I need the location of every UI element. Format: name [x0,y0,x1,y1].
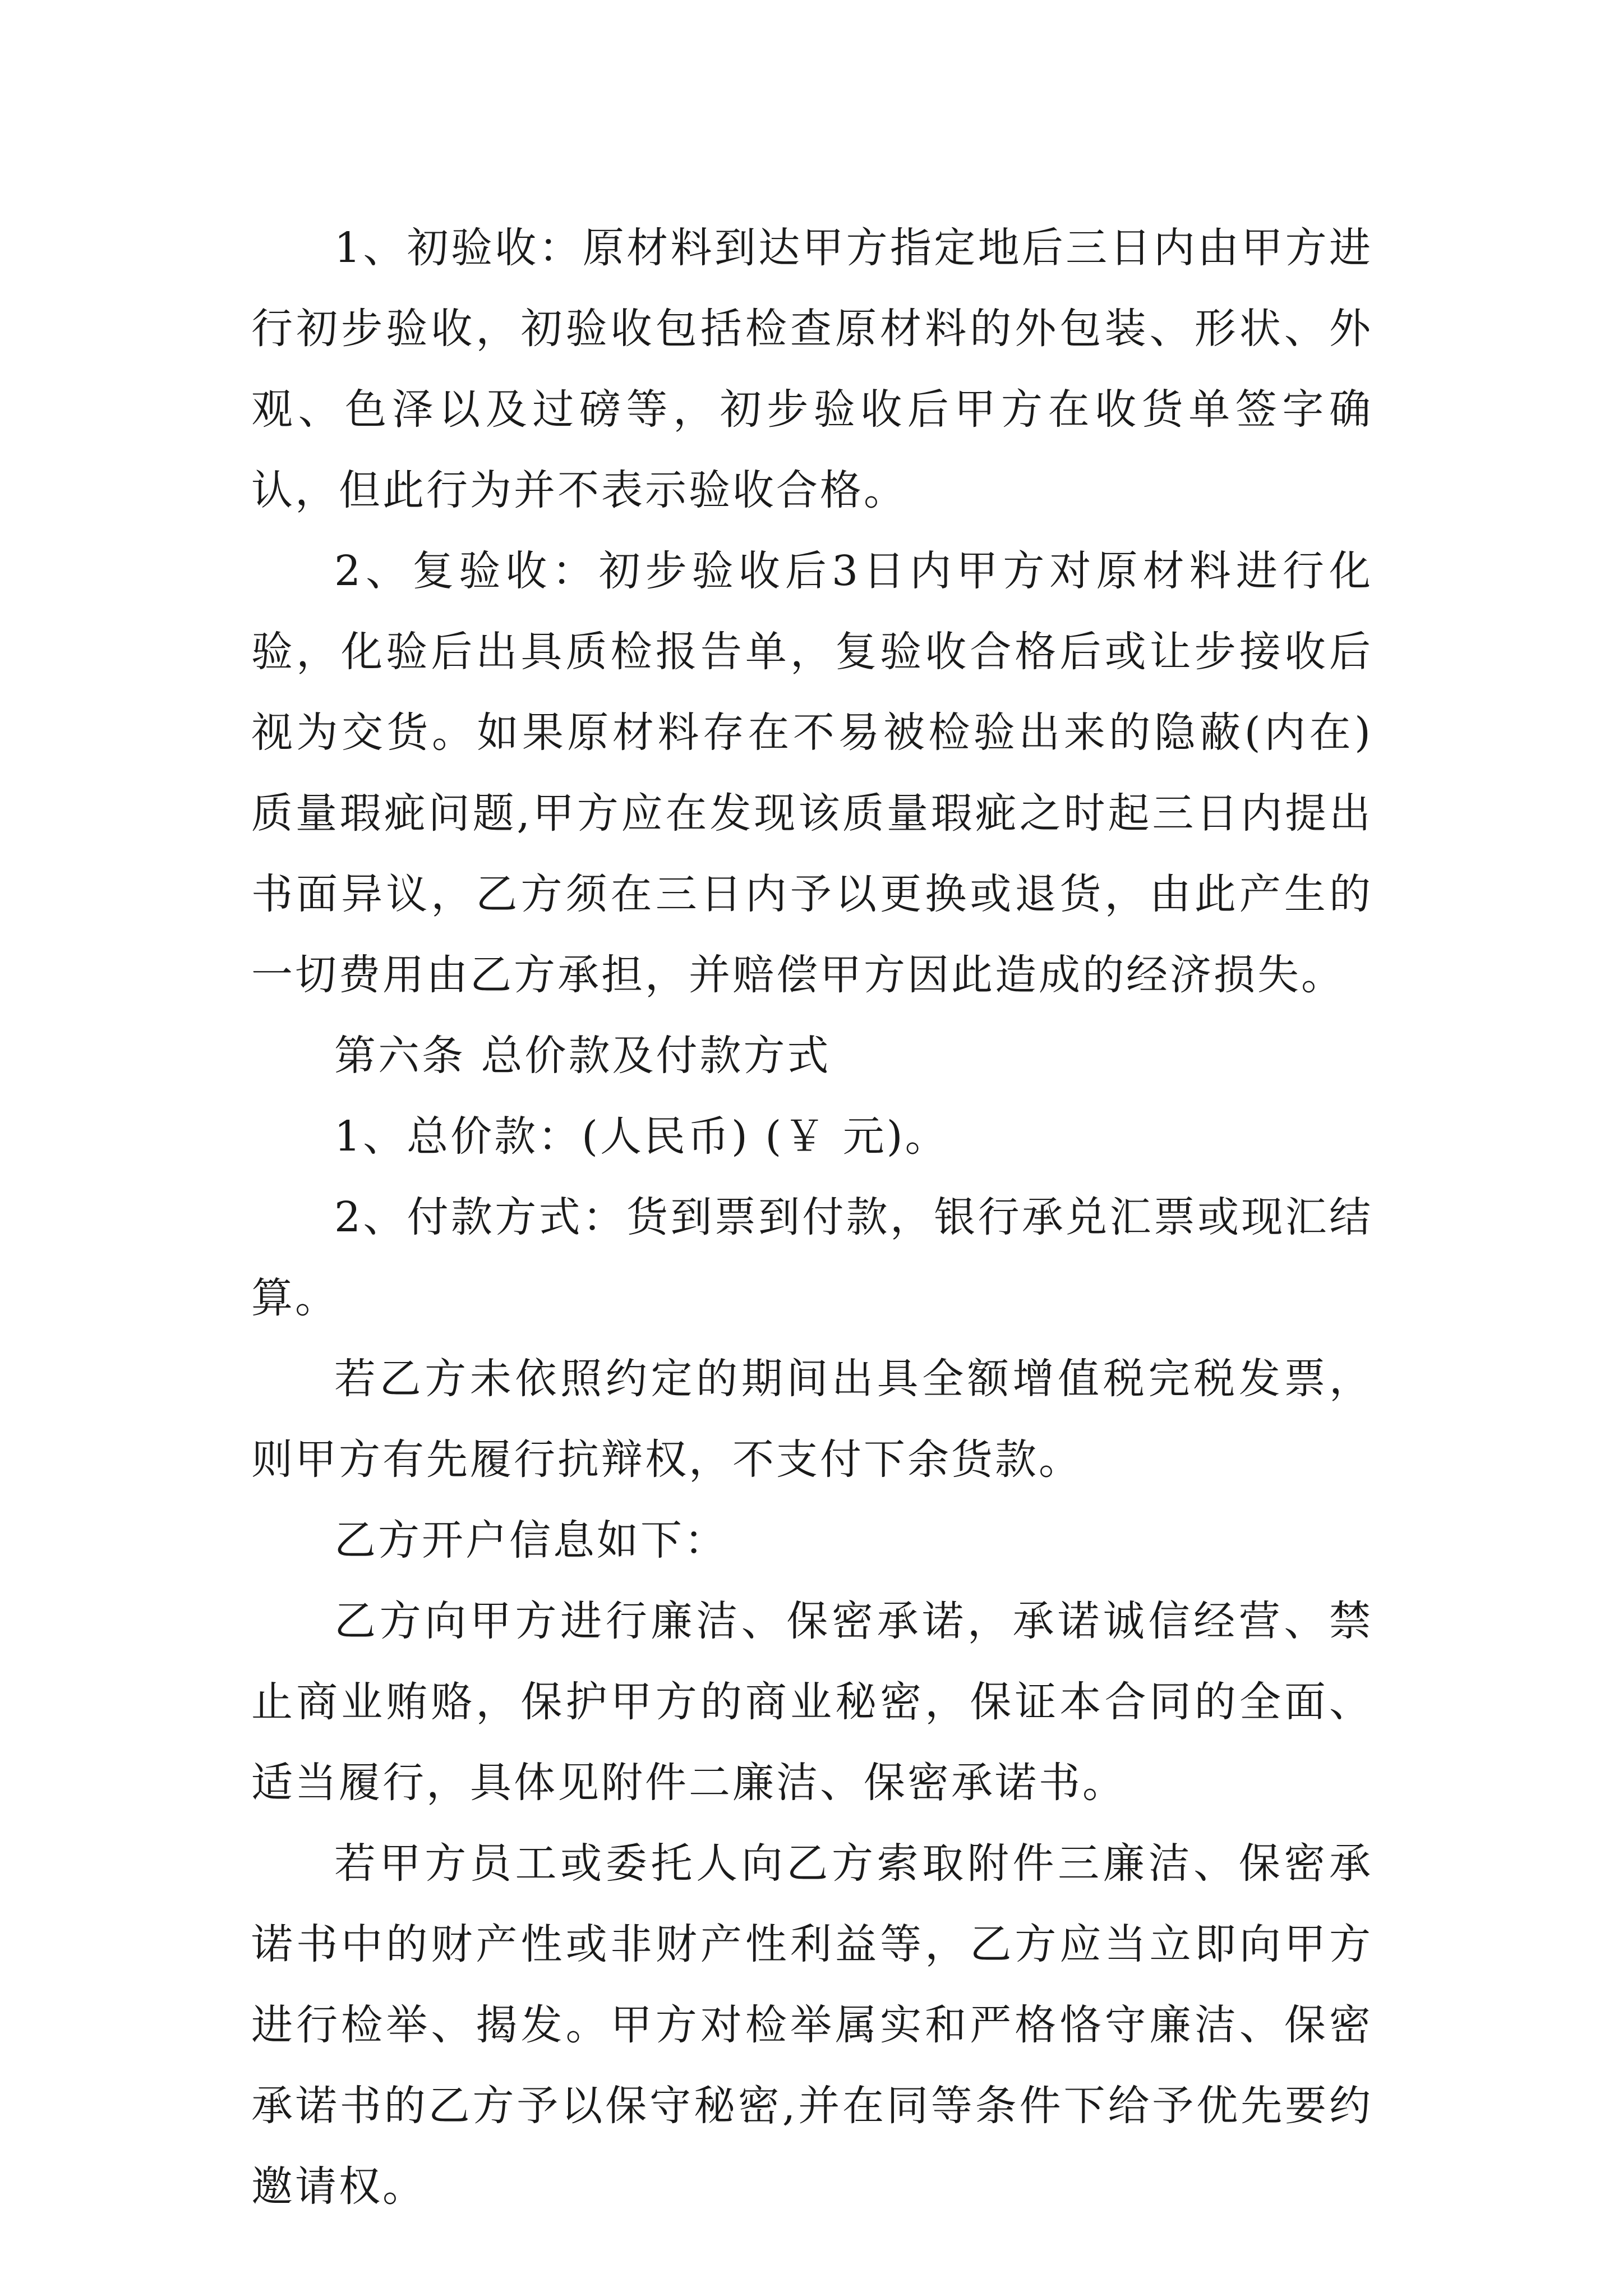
paragraph-invoice-clause: 若乙方未依照约定的期间出具全额增值税完税发票，则甲方有先履行抗辩权，不支付下余货款。 [251,1355,1373,1484]
paragraph-payment-method: 2、付款方式：货到票到付款，银行承兑汇票或现汇结算。 [251,1193,1373,1322]
paragraph-total-price: 1、总价款：(人民币) (￥ 元)。 [334,1112,949,1161]
paragraph-account-info: 乙方开户信息如下： [334,1516,728,1565]
paragraph-reporting-clause: 若甲方员工或委托人向乙方索取附件三廉洁、保密承诺书中的财产性或非财产性利益等，乙方应当立即向甲方进行检举、揭发。甲方对检举属实和严格恪守廉洁、保密承诺书的乙方予以保守秘密,并在同等条件下给予优先要约邀请权。 [251,1839,1373,2211]
article-six-heading: 第六条 总价款及付款方式 [334,1032,831,1080]
paragraph-initial-inspection: 1、初验收：原材料到达甲方指定地后三日内由甲方进行初步验收，初验收包括检查原材料的外包装、形状、外观、色泽以及过磅等，初步验收后甲方在收货单签字确认，但此行为并不表示验收合格。 [251,224,1373,514]
paragraph-re-inspection: 2、复验收：初步验收后3日内甲方对原材料进行化验，化验后出具质检报告单，复验收合格后或让步接收后视为交货。如果原材料存在不易被检验出来的隐蔽(内在)质量瑕疵问题,甲方应在发现该质量瑕疵之时起三日内提出书面异议，乙方须在三日内予以更换或退货，由此产生的一切费用由乙方承担，并赔偿甲方因此造成的经济损失。 [251,547,1373,999]
paragraph-integrity-commitment: 乙方向甲方进行廉洁、保密承诺，承诺诚信经营、禁止商业贿赂，保护甲方的商业秘密，保证本合同的全面、适当履行，具体见附件二廉洁、保密承诺书。 [251,1597,1373,1807]
document-body [251,208,1373,2227]
